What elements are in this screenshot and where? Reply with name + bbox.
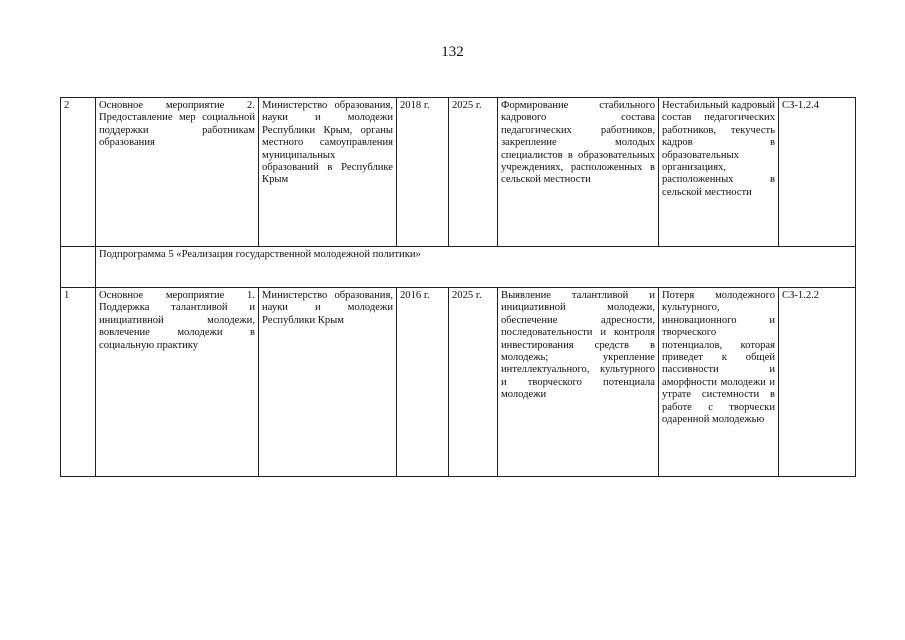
subprogram-row <box>61 247 856 288</box>
end-year-cell: 2025 г. <box>449 288 498 477</box>
indicator-code-cell: СЗ-1.2.2 <box>779 288 856 477</box>
result-cell: Формирование стабильного кадрового состава педагогических работников, закрепление молодых специалистов в образовательных учреждениях, расположенных в сельской местности <box>498 98 659 247</box>
measure-cell: Основное мероприятие 1. Поддержка талантливой и инициативной молодежи, вовлечение молодежи в социальную практику <box>96 288 259 477</box>
empty-cell <box>61 247 96 288</box>
result-cell: Выявление талантливой и инициативной молодежи, обеспечение адресности, последовательности и контроля инвестирования средств в молодежь; укрепление интеллектуального, культурного и творческого потенциала молодежи <box>498 288 659 477</box>
table-row <box>61 288 856 477</box>
indicator-code-cell: СЗ-1.2.4 <box>779 98 856 247</box>
start-year-cell: 2018 г. <box>397 98 449 247</box>
executor-cell: Министерство образования, науки и молодежи Республики Крым <box>259 288 397 477</box>
row-number: 2 <box>61 98 96 247</box>
end-year-cell: 2025 г. <box>449 98 498 247</box>
page-number: 132 <box>441 44 464 60</box>
start-year-cell: 2016 г. <box>397 288 449 477</box>
row-number: 1 <box>61 288 96 477</box>
consequence-cell: Потеря молодежного культурного, инновационного и творческого потенциалов, которая приведет к общей пассивности и аморфности молодежи и утрате системности в работе с творчески одаренной молодежью <box>659 288 779 477</box>
program-measures-table <box>60 97 856 477</box>
measure-cell: Основное мероприятие 2. Предоставление мер социальной поддержки работникам образования <box>96 98 259 247</box>
executor-cell: Министерство образования, науки и молодежи Республики Крым, органы местного самоуправления муниципальных образований в Республике Крым <box>259 98 397 247</box>
consequence-cell: Нестабильный кадровый состав педагогических работников, текучесть кадров в образовательных организациях, расположенных в сельской местности <box>659 98 779 247</box>
table-row <box>61 98 856 247</box>
subprogram-title: Подпрограмма 5 «Реализация государственной молодежной политики» <box>96 247 856 288</box>
